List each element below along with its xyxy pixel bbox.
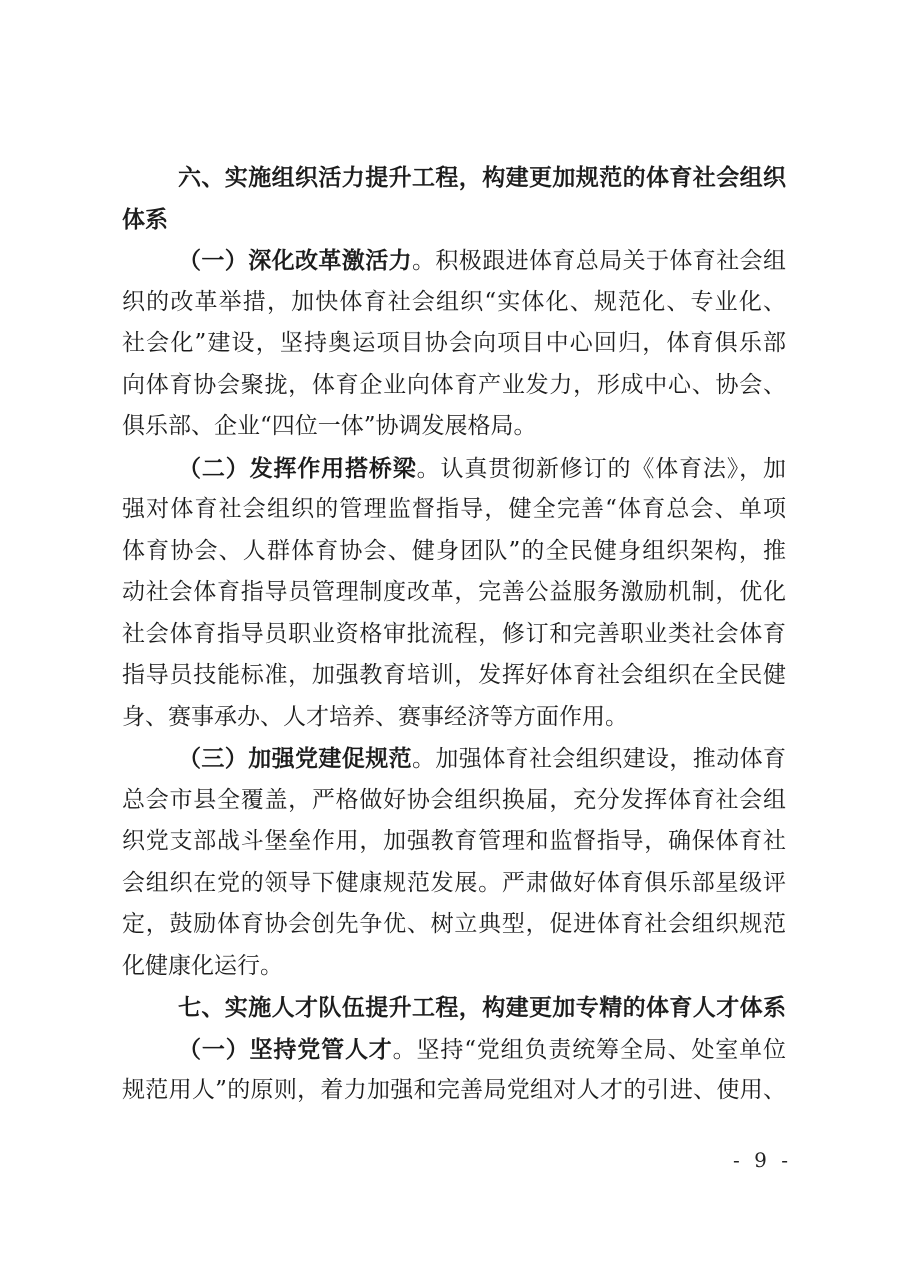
paragraph-lead: （一）坚持党管人才 xyxy=(178,1035,393,1063)
paragraph-text: 。坚持“党组负责统筹全局、处室单位 xyxy=(392,1036,786,1063)
text-line: 俱乐部、企业“四位一体”协调发展格局。 xyxy=(122,413,537,439)
text-line: 化健康化运行。 xyxy=(122,952,283,979)
text-line: 向体育协会聚拢，体育企业向体育产业发力，形成中心、协会、 xyxy=(122,371,786,398)
paragraph-text: 。积极跟进体育总局关于体育社会组 xyxy=(412,248,786,274)
text-line: 定，鼓励体育协会创先争优、树立典型，促进体育社会组织规范 xyxy=(122,911,786,937)
paragraph-text: 。加强体育社会组织建设，推动体育 xyxy=(412,746,786,772)
paragraph-first-line xyxy=(122,448,786,490)
text-line: 动社会体育指导员管理制度改革，完善公益服务激励机制，优化 xyxy=(122,579,786,605)
paragraph-lead: （三）加强党建促规范 xyxy=(178,745,412,772)
paragraph-text: 。认真贯彻新修订的《体育法》，加 xyxy=(416,455,786,482)
text-line: 总会市县全覆盖，严格做好协会组织换届，充分发挥体育社会组 xyxy=(122,786,786,813)
paragraph-lead: （一）深化改革激活力 xyxy=(178,247,412,274)
section-heading: 六、实施组织活力提升工程，构建更加规范的体育社会组织 xyxy=(178,164,786,191)
text-line: 身、赛事承办、人才培养、赛事经济等方面作用。 xyxy=(122,703,628,730)
text-line: 指导员技能标准，加强教育培训，发挥好体育社会组织在全民健 xyxy=(122,662,786,688)
page-number: - 9 - xyxy=(733,1148,792,1172)
text-line: 社会体育指导员职业资格审批流程，修订和完善职业类社会体育 xyxy=(122,620,786,647)
text-line: 社会化”建设，坚持奥运项目协会向项目中心回归，体育俱乐部 xyxy=(122,330,786,356)
text-line: 规范用人”的原则，着力加强和完善局党组对人才的引进、使用、 xyxy=(122,1077,786,1103)
text-line: 强对体育社会组织的管理监督指导，健全完善“体育总会、单项 xyxy=(122,496,786,522)
paragraph-first-line xyxy=(122,1029,786,1071)
text-line: 织的改革举措，加快体育社会组织“实体化、规范化、专业化、 xyxy=(122,288,786,315)
paragraph-first-line xyxy=(122,738,786,780)
text-line: 体育协会、人群体育协会、健身团队”的全民健身组织架构，推 xyxy=(122,537,786,564)
text-line: 织党支部战斗堡垒作用，加强教育管理和监督指导，确保体育社 xyxy=(122,828,786,854)
section-heading-continued: 体系 xyxy=(122,205,168,233)
section-heading: 七、实施人才队伍提升工程，构建更加专精的体育人才体系 xyxy=(178,994,786,1021)
text-line: 会组织在党的领导下健康规范发展。严肃做好体育俱乐部星级评 xyxy=(122,869,786,896)
document-body xyxy=(122,157,786,1112)
paragraph-first-line xyxy=(122,240,786,282)
paragraph-lead: （二）发挥作用搭桥梁 xyxy=(178,454,417,482)
